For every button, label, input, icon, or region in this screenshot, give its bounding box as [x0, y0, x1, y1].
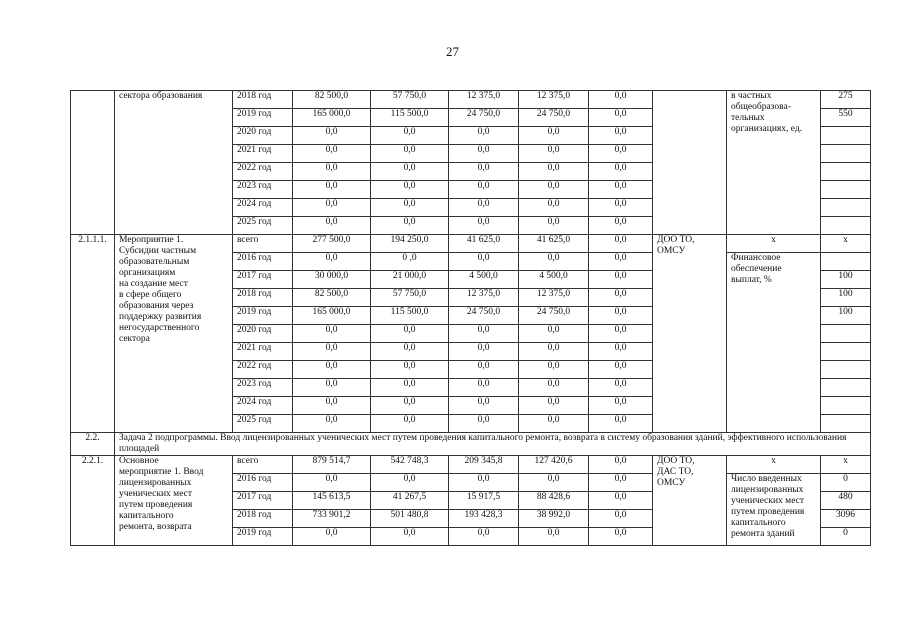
value-cell: 0,0 [589, 181, 653, 199]
year-cell: всего [233, 235, 293, 253]
value-cell: 12 375,0 [449, 91, 519, 109]
year-cell: 2022 год [233, 361, 293, 379]
text-line: Основное [119, 456, 159, 466]
value-cell: 0,0 [449, 163, 519, 181]
value-cell: 0,0 [589, 325, 653, 343]
value-cell: 0,0 [449, 361, 519, 379]
year-cell: 2019 год [233, 109, 293, 127]
value-cell: 0,0 [371, 127, 449, 145]
value-cell: 0,0 [589, 163, 653, 181]
value-cell: 57 750,0 [371, 289, 449, 307]
year-cell: 2018 год [233, 289, 293, 307]
value-cell: 0,0 [449, 343, 519, 361]
indicator-value-cell [821, 127, 871, 145]
text-line: путем проведения [731, 507, 805, 517]
table-row [71, 456, 871, 474]
value-cell: 0,0 [589, 199, 653, 217]
indicator-name-cell [727, 91, 821, 235]
description-cell [115, 456, 233, 546]
value-cell: 0,0 [519, 127, 589, 145]
value-cell: 0,0 [519, 343, 589, 361]
value-cell: 0,0 [519, 379, 589, 397]
indicator-name-cell [727, 253, 821, 433]
value-cell: 0,0 [589, 289, 653, 307]
value-cell: 0,0 [371, 325, 449, 343]
value-cell: 0,0 [519, 253, 589, 271]
value-cell: 38 992,0 [519, 510, 589, 528]
value-cell: 0,0 [449, 127, 519, 145]
value-cell: 277 500,0 [293, 235, 371, 253]
year-cell: 2016 год [233, 474, 293, 492]
year-cell: 2017 год [233, 492, 293, 510]
value-cell: 0,0 [589, 91, 653, 109]
year-cell: 2021 год [233, 145, 293, 163]
value-cell: 0,0 [589, 415, 653, 433]
value-cell: 0,0 [519, 181, 589, 199]
indicator-value-cell [821, 217, 871, 235]
text-line: в сфере общего [119, 290, 182, 300]
value-cell: 30 000,0 [293, 271, 371, 289]
year-cell: 2019 год [233, 307, 293, 325]
value-cell: 0,0 [589, 456, 653, 474]
indicator-value-cell: 100 [821, 289, 871, 307]
value-cell: 0,0 [519, 474, 589, 492]
value-cell: 21 000,0 [371, 271, 449, 289]
year-cell: 2016 год [233, 253, 293, 271]
value-cell: 733 901,2 [293, 510, 371, 528]
code-cell: 2.2. [71, 433, 115, 456]
page-number: 27 [446, 44, 459, 59]
value-cell: 0,0 [589, 271, 653, 289]
value-cell: 24 750,0 [449, 109, 519, 127]
indicator-value-cell [821, 397, 871, 415]
year-cell: 2018 год [233, 91, 293, 109]
value-cell: 165 000,0 [293, 109, 371, 127]
value-cell: 41 625,0 [519, 235, 589, 253]
value-cell: 0,0 [589, 361, 653, 379]
value-cell: 0,0 [293, 163, 371, 181]
description-cell [115, 235, 233, 433]
value-cell: 15 917,5 [449, 492, 519, 510]
indicator-value-cell [821, 415, 871, 433]
year-cell: 2021 год [233, 343, 293, 361]
text-line: организациях, ед. [731, 124, 803, 134]
value-cell: 0,0 [293, 397, 371, 415]
value-cell: 0,0 [293, 181, 371, 199]
text-line: негосударственного [119, 323, 200, 333]
text-line: Мероприятие 1. [119, 235, 184, 245]
indicator-value-cell [821, 343, 871, 361]
year-cell: 2020 год [233, 325, 293, 343]
text-line: сектора [119, 334, 150, 344]
text-line: образовательным [119, 257, 190, 267]
indicator-value-cell [821, 379, 871, 397]
value-cell: 12 375,0 [449, 289, 519, 307]
value-cell: 0,0 [589, 492, 653, 510]
indicator-value-cell [821, 361, 871, 379]
year-cell: 2023 год [233, 379, 293, 397]
value-cell: 0,0 [589, 474, 653, 492]
executor-cell [653, 456, 727, 546]
code-cell [71, 91, 115, 235]
year-cell: 2020 год [233, 127, 293, 145]
value-cell: 0,0 [589, 510, 653, 528]
value-cell: 82 500,0 [293, 91, 371, 109]
value-cell: 0,0 [371, 379, 449, 397]
value-cell: 115 500,0 [371, 307, 449, 325]
text-line: тельных [731, 113, 765, 123]
task-description-cell: Задача 2 подпрограммы. Ввод лицензированных ученических мест путем проведения капитального ремонта, возврата в систему образования зданий, эффективного использования площадей [115, 433, 871, 456]
value-cell: 0,0 [293, 253, 371, 271]
value-cell: 0,0 [293, 379, 371, 397]
year-cell: 2024 год [233, 199, 293, 217]
text-line: ДОО ТО, [657, 456, 695, 466]
value-cell: 0,0 [371, 181, 449, 199]
value-cell: 0,0 [519, 397, 589, 415]
value-cell: 209 345,8 [449, 456, 519, 474]
text-line: ремонта, возврата [119, 522, 192, 532]
value-cell: 0,0 [589, 379, 653, 397]
value-cell: 0,0 [293, 145, 371, 163]
text-line: ученических мест [119, 489, 193, 499]
indicator-value-cell [821, 325, 871, 343]
value-cell: 12 375,0 [519, 289, 589, 307]
year-cell: 2019 год [233, 528, 293, 546]
value-cell: 0,0 [371, 163, 449, 181]
executor-cell [653, 91, 727, 235]
text-line: мероприятие 1. Ввод [119, 467, 204, 477]
value-cell: 0,0 [293, 361, 371, 379]
value-cell: 0,0 [293, 474, 371, 492]
code-cell: 2.2.1. [71, 456, 115, 546]
text-line: обеспечение [731, 264, 782, 274]
year-cell: 2024 год [233, 397, 293, 415]
value-cell: 0,0 [589, 397, 653, 415]
indicator-value-cell: 275 [821, 91, 871, 109]
budget-table [70, 90, 871, 546]
indicator-value-cell [821, 163, 871, 181]
value-cell: 0,0 [293, 199, 371, 217]
value-cell: 57 750,0 [371, 91, 449, 109]
value-cell: 0,0 [449, 181, 519, 199]
value-cell: 0,0 [449, 379, 519, 397]
value-cell: 0,0 [589, 343, 653, 361]
text-line: путем проведения [119, 500, 193, 510]
text-line: капитального [731, 518, 786, 528]
text-line: ученических мест [731, 496, 805, 506]
value-cell: 0 ,0 [371, 253, 449, 271]
table-row [71, 91, 871, 109]
table-body [71, 91, 871, 546]
indicator-value-cell: 3096 [821, 510, 871, 528]
value-cell: 4 500,0 [519, 271, 589, 289]
indicator-value-cell: 0 [821, 474, 871, 492]
value-cell: 0,0 [449, 199, 519, 217]
text-line: образования через [119, 301, 194, 311]
table-row [71, 433, 871, 456]
code-cell: 2.1.1.1. [71, 235, 115, 433]
year-cell: всего [233, 456, 293, 474]
value-cell: 0,0 [589, 235, 653, 253]
text-line: ДОО ТО, [657, 235, 695, 245]
description-cell: сектора образования [115, 91, 233, 235]
value-cell: 0,0 [371, 361, 449, 379]
value-cell: 82 500,0 [293, 289, 371, 307]
value-cell: 0,0 [449, 474, 519, 492]
value-cell: 0,0 [519, 163, 589, 181]
text-line: Субсидии частным [119, 246, 197, 256]
indicator-value-cell: x [821, 456, 871, 474]
text-line: ДАС ТО, [657, 467, 694, 477]
indicator-value-cell: 100 [821, 307, 871, 325]
text-line: на создание мест [119, 279, 188, 289]
value-cell: 542 748,3 [371, 456, 449, 474]
text-line: лицензированных [731, 485, 804, 495]
value-cell: 12 375,0 [519, 91, 589, 109]
value-cell: 194 250,0 [371, 235, 449, 253]
indicator-name-cell [727, 474, 821, 546]
value-cell: 0,0 [449, 253, 519, 271]
text-line: поддержку развития [119, 312, 202, 322]
text-line: ОМСУ [657, 478, 686, 488]
value-cell: 0,0 [589, 217, 653, 235]
year-cell: 2018 год [233, 510, 293, 528]
value-cell: 0,0 [449, 217, 519, 235]
value-cell: 0,0 [449, 528, 519, 546]
text-line: Число введенных [731, 474, 802, 484]
indicator-value-cell [821, 199, 871, 217]
value-cell: 0,0 [293, 528, 371, 546]
value-cell: 0,0 [293, 217, 371, 235]
value-cell: 4 500,0 [449, 271, 519, 289]
value-cell: 88 428,6 [519, 492, 589, 510]
year-cell: 2023 год [233, 181, 293, 199]
value-cell: 0,0 [589, 109, 653, 127]
value-cell: 193 428,3 [449, 510, 519, 528]
value-cell: 0,0 [371, 145, 449, 163]
indicator-x-cell: x [727, 235, 821, 253]
value-cell: 0,0 [589, 307, 653, 325]
value-cell: 0,0 [519, 361, 589, 379]
text-line: ОМСУ [657, 246, 686, 256]
value-cell: 0,0 [449, 145, 519, 163]
value-cell: 0,0 [589, 127, 653, 145]
indicator-value-cell [821, 145, 871, 163]
indicator-value-cell [821, 253, 871, 271]
value-cell: 879 514,7 [293, 456, 371, 474]
value-cell: 41 267,5 [371, 492, 449, 510]
value-cell: 0,0 [519, 415, 589, 433]
value-cell: 41 625,0 [449, 235, 519, 253]
text-line: в частных [731, 91, 772, 101]
value-cell: 115 500,0 [371, 109, 449, 127]
value-cell: 0,0 [589, 528, 653, 546]
value-cell: 24 750,0 [449, 307, 519, 325]
year-cell: 2025 год [233, 415, 293, 433]
year-cell: 2022 год [233, 163, 293, 181]
year-cell: 2025 год [233, 217, 293, 235]
indicator-x-cell: x [727, 456, 821, 474]
value-cell: 0,0 [293, 415, 371, 433]
text-line: капитального [119, 511, 174, 521]
value-cell: 0,0 [589, 253, 653, 271]
value-cell: 0,0 [519, 217, 589, 235]
value-cell: 0,0 [519, 145, 589, 163]
value-cell: 0,0 [371, 528, 449, 546]
value-cell: 0,0 [449, 325, 519, 343]
value-cell: 0,0 [371, 397, 449, 415]
indicator-value-cell: 550 [821, 109, 871, 127]
value-cell: 24 750,0 [519, 307, 589, 325]
indicator-value-cell: 480 [821, 492, 871, 510]
value-cell: 0,0 [449, 415, 519, 433]
value-cell: 24 750,0 [519, 109, 589, 127]
value-cell: 501 480,8 [371, 510, 449, 528]
value-cell: 0,0 [449, 397, 519, 415]
value-cell: 0,0 [371, 415, 449, 433]
indicator-value-cell: x [821, 235, 871, 253]
value-cell: 0,0 [371, 474, 449, 492]
value-cell: 0,0 [519, 325, 589, 343]
text-line: ремонта зданий [731, 529, 795, 539]
value-cell: 0,0 [293, 127, 371, 145]
value-cell: 165 000,0 [293, 307, 371, 325]
text-line: организациям [119, 268, 176, 278]
value-cell: 0,0 [371, 343, 449, 361]
value-cell: 0,0 [371, 199, 449, 217]
year-cell: 2017 год [233, 271, 293, 289]
value-cell: 0,0 [519, 199, 589, 217]
value-cell: 0,0 [519, 528, 589, 546]
value-cell: 127 420,6 [519, 456, 589, 474]
executor-cell [653, 235, 727, 433]
text-line: общеобразова- [731, 102, 791, 112]
value-cell: 0,0 [589, 145, 653, 163]
text-line: выплат, % [731, 275, 772, 285]
value-cell: 0,0 [371, 217, 449, 235]
table-row [71, 235, 871, 253]
indicator-value-cell: 0 [821, 528, 871, 546]
indicator-value-cell: 100 [821, 271, 871, 289]
indicator-value-cell [821, 181, 871, 199]
value-cell: 0,0 [293, 343, 371, 361]
value-cell: 145 613,5 [293, 492, 371, 510]
value-cell: 0,0 [293, 325, 371, 343]
text-line: Финансовое [731, 253, 781, 263]
text-line: лицензированных [119, 478, 192, 488]
